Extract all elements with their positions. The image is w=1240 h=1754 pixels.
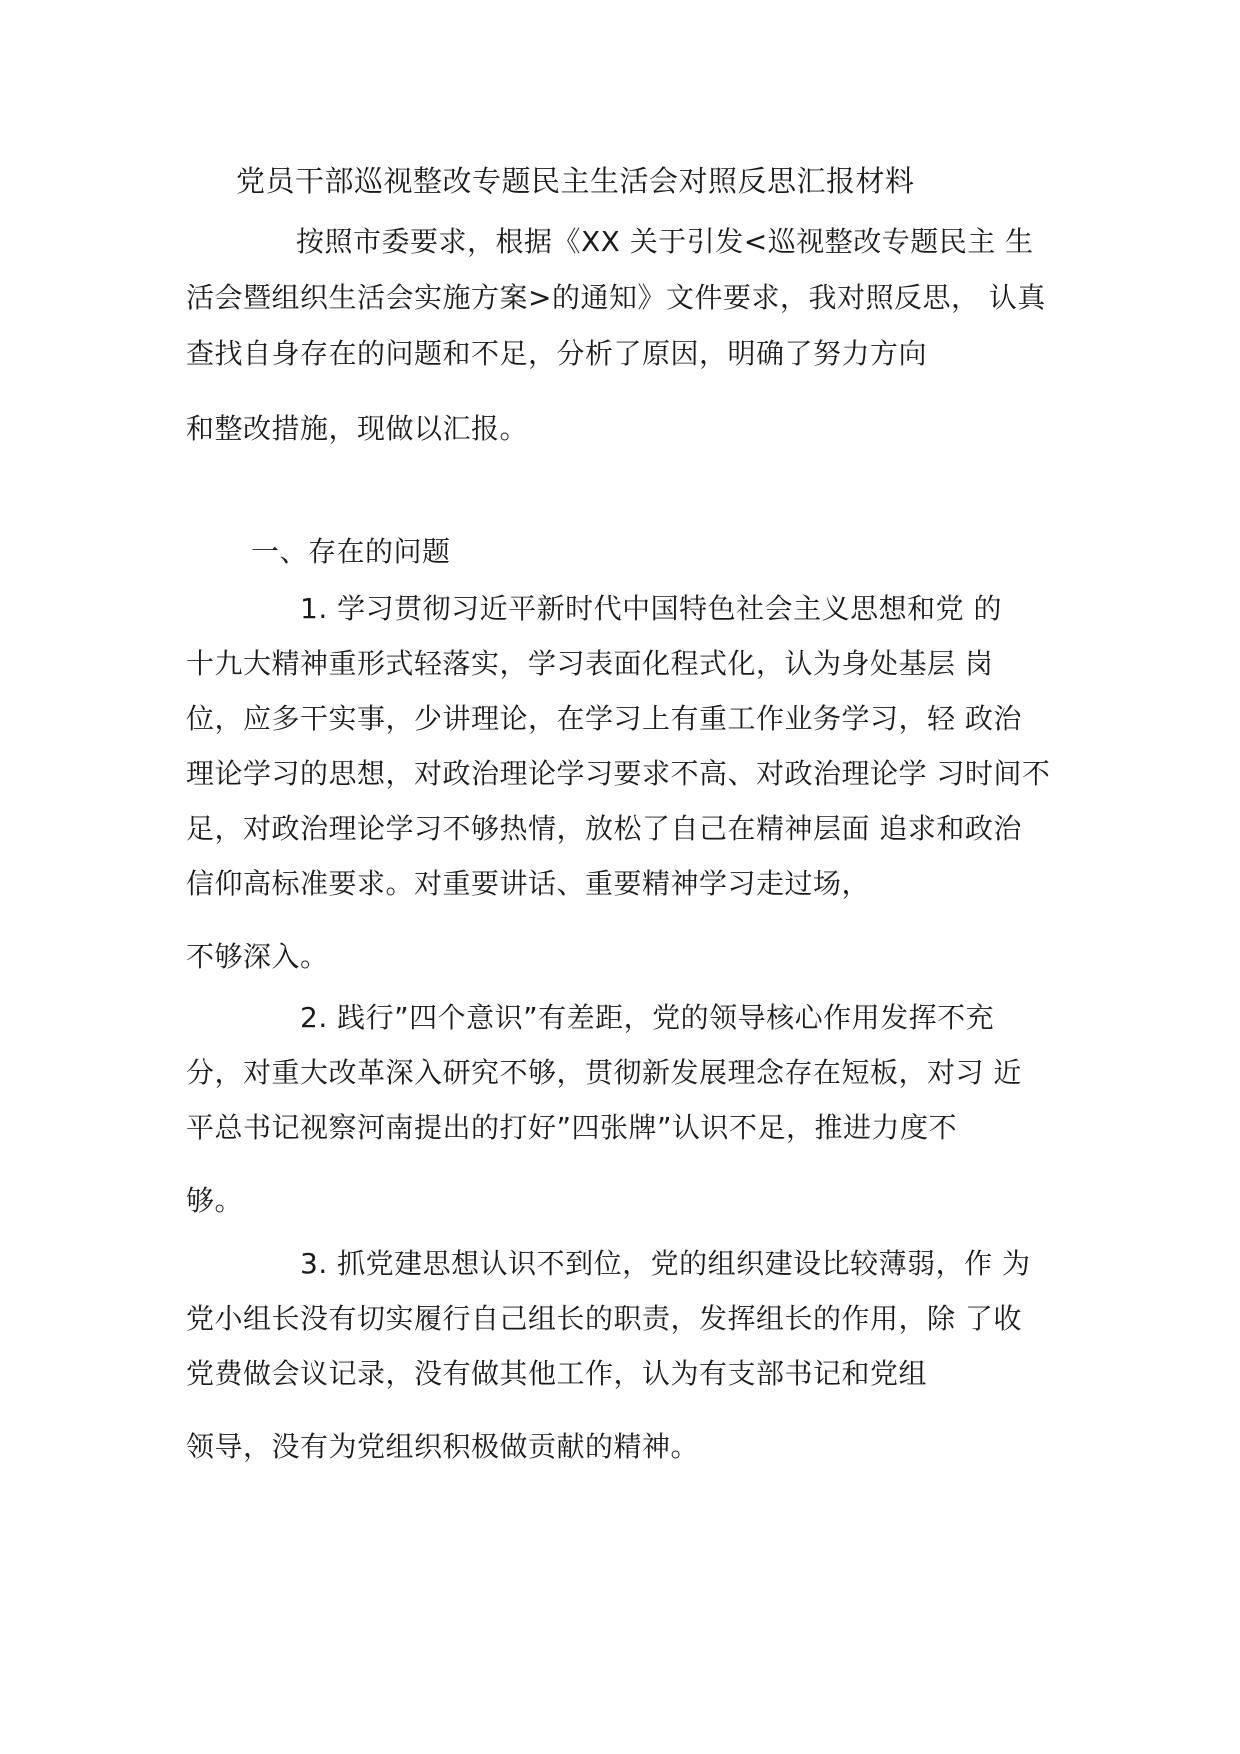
item-line: 党费做会议记录，没有做其他工作，认为有支部书记和党组 [186,1357,928,1390]
item-line: 足，对政治理论学习不够热情，放松了自己在精神层面 追求和政治 [186,812,1022,845]
item-line: 位，应多干实事，少讲理论，在学习上有重工作业务学习，轻 政治 [186,702,1022,735]
item-line: 党小组长没有切实履行自己组长的职责，发挥组长的作用，除 了收 [186,1302,1022,1335]
item-line: 信仰高标准要求。对重要讲话、重要精神学习走过场， [186,867,871,900]
item-line: 不够深入。 [186,940,329,973]
intro-line: 活会暨组织生活会实施方案>的通知》文件要求，我对照反思， 认真 [186,281,1046,314]
item-line: 3. 抓党建思想认识不到位，党的组织建设比较薄弱，作 为 [300,1247,1031,1280]
intro-line: 按照市委要求，根据《XX 关于引发<巡视整改专题民主 生 [296,225,1034,258]
item-line: 平总书记视察河南提出的打好”四张牌”认识不足，推进力度不 [186,1111,958,1144]
item-line: 1. 学习贯彻习近平新时代中国特色社会主义思想和党 的 [300,592,1003,625]
item-line: 十九大精神重形式轻落实，学习表面化程式化，认为身处基层 岗 [186,647,994,680]
intro-line: 和整改措施，现做以汇报。 [186,412,529,445]
item-line: 分，对重大改革深入研究不够，贯彻新发展理念存在短板，对习 近 [186,1056,1022,1089]
item-line: 领导，没有为党组织积极做贡献的精神。 [186,1430,700,1463]
section-heading: 一、存在的问题 [251,535,451,568]
intro-line: 查找自身存在的问题和不足，分析了原因，明确了努力方向 [186,337,928,370]
item-line: 2. 践行”四个意识”有差距，党的领导核心作用发挥不充 [300,1001,995,1034]
item-line: 理论学习的思想，对政治理论学习要求不高、对政治理论学 习时间不 [186,757,1051,790]
document-title: 党员干部巡视整改专题民主生活会对照反思汇报材料 [236,164,915,198]
item-line: 够。 [186,1184,244,1217]
